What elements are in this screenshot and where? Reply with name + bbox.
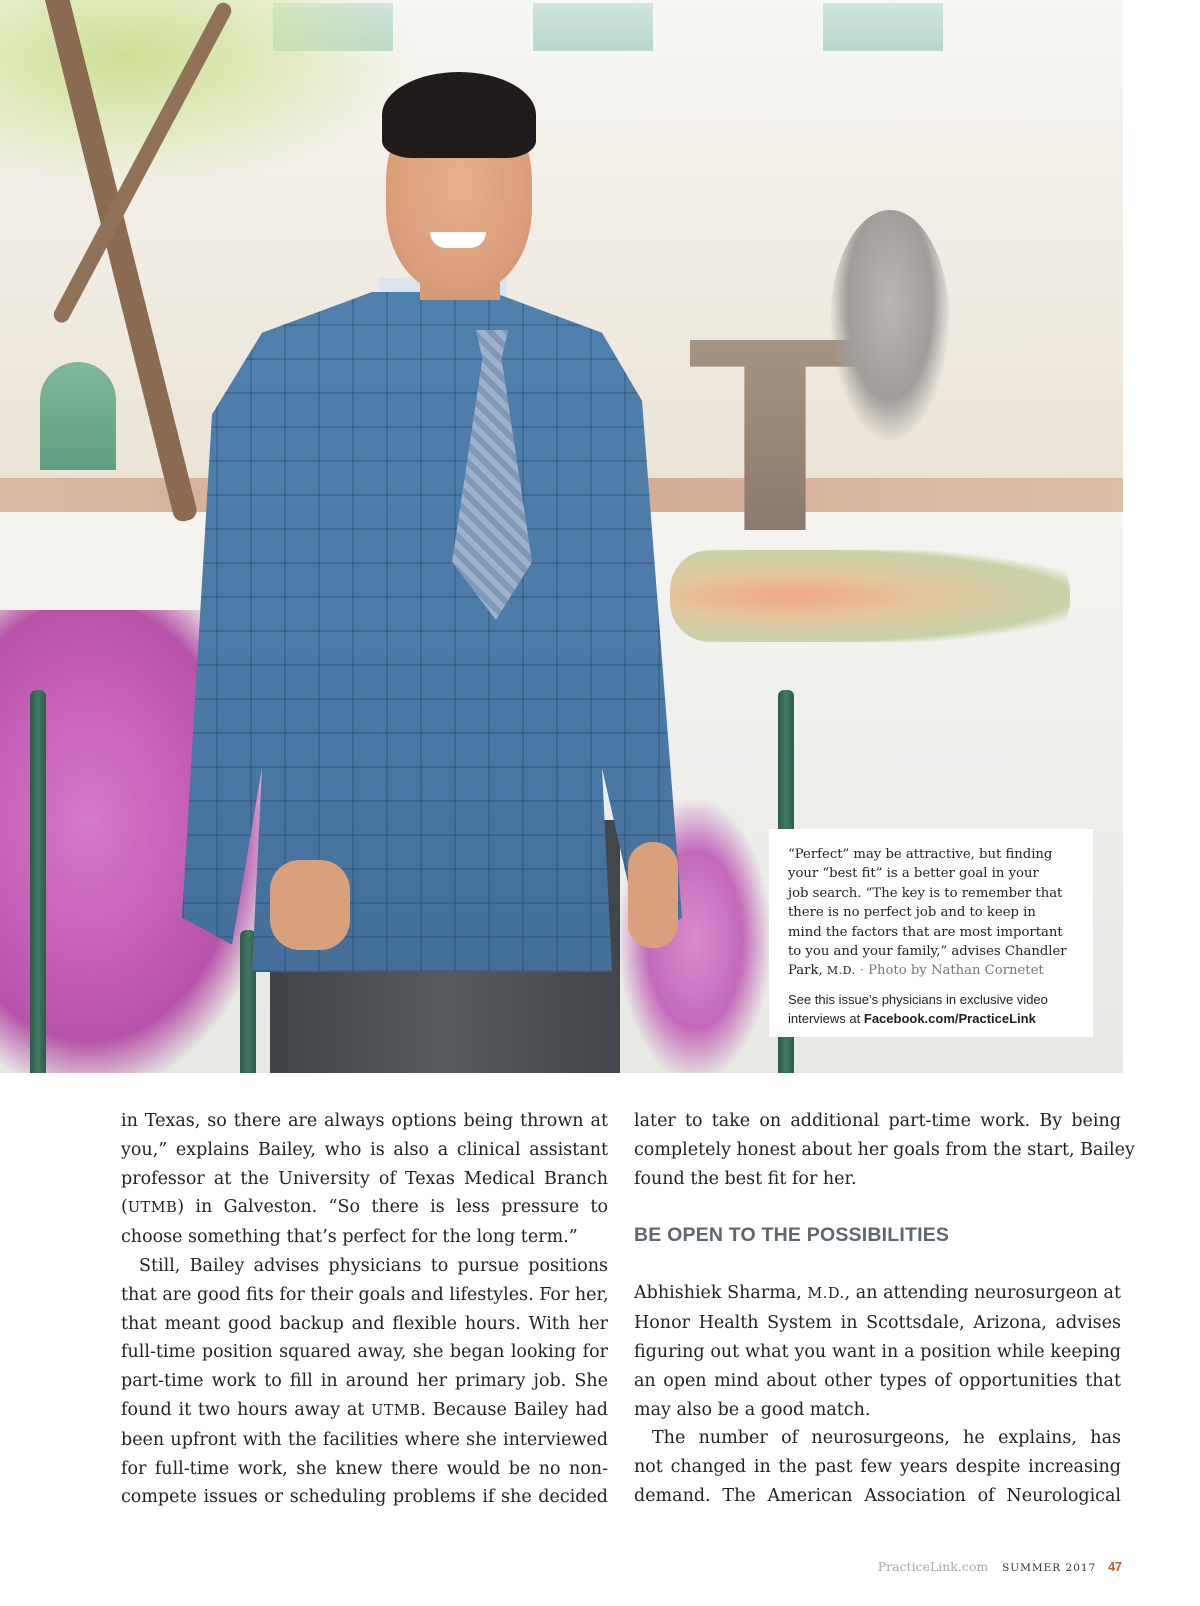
- text-line: may also be a good match.: [634, 1399, 871, 1420]
- text-fragment: found it two hours away at: [121, 1399, 365, 1420]
- caption-degree: M.D.: [826, 964, 856, 978]
- article-paragraph: [634, 1424, 1121, 1510]
- article-paragraph: [634, 1107, 1135, 1193]
- article-column-left: [121, 1107, 608, 1512]
- text-line: part-time work to fill in around her primary job. She: [121, 1371, 608, 1392]
- text-line: [634, 1279, 1121, 1309]
- photo-arched-window: [40, 362, 116, 470]
- caption-line: mind the factors that are most important: [788, 924, 1063, 940]
- text-line: choose something that’s perfect for the long term.”: [121, 1227, 578, 1248]
- text-fragment: ) in Galveston. “So there is less pressure to: [177, 1197, 608, 1218]
- text-line: that are good fits for their goals and lifestyles. For her,: [121, 1284, 609, 1305]
- caption-line: job search. “The key is to remember that: [788, 885, 1063, 901]
- caption-line: to you and your family,” advises Chandler: [788, 944, 1067, 960]
- text-line: that meant good backup and flexible hours. With her: [121, 1313, 608, 1334]
- photo-man-hair: [382, 72, 536, 158]
- photo-window: [530, 0, 656, 54]
- text-line: found the best fit for her.: [634, 1168, 857, 1189]
- text-line: completely honest about her goals from the start, Bailey: [634, 1139, 1135, 1160]
- abbreviation: UTMB: [371, 1402, 421, 1419]
- text-line: [121, 1396, 608, 1426]
- photo-fence-post: [30, 690, 46, 1073]
- caption-line: there is no perfect job and to keep in: [788, 905, 1036, 921]
- text-fragment: Abhishiek Sharma,: [634, 1283, 802, 1304]
- text-fragment: . Because Bailey had: [420, 1399, 608, 1420]
- article-paragraph: [634, 1279, 1121, 1424]
- text-line: an open mind about other types of opportunities that: [634, 1370, 1121, 1391]
- text-line: in Texas, so there are always options being thrown at: [121, 1111, 608, 1131]
- section-heading: BE OPEN TO THE POSSIBILITIES: [634, 1224, 950, 1247]
- caption-line: your “best fit” is a better goal in your: [788, 866, 1039, 882]
- text-line: not changed in the past few years despite increasing: [634, 1457, 1121, 1478]
- photo-window: [820, 0, 946, 54]
- text-line: (UTMB) in Galveston. “So there is less pressure to: [121, 1197, 608, 1218]
- text-line: professor at the University of Texas Medical Branch: [121, 1168, 608, 1189]
- footer-site[interactable]: PracticeLink.com: [877, 1559, 989, 1574]
- article-paragraph: [121, 1252, 608, 1512]
- photo-man-hand: [628, 842, 678, 948]
- text-line: The number of neurosurgeons, he explains, has: [652, 1428, 1121, 1449]
- photo-credit: · Photo by Nathan Cornetet: [859, 963, 1044, 979]
- caption-line: “Perfect” may be attractive, but finding: [788, 847, 1053, 862]
- footer-issue: SUMMER 2017: [1002, 1562, 1097, 1574]
- text-line: been upfront with the facilities where she interviewed: [121, 1429, 608, 1450]
- text-line: compete issues or scheduling problems if she decided: [121, 1487, 608, 1508]
- article-paragraph: [121, 1107, 608, 1252]
- page-footer: [878, 1559, 1122, 1574]
- video-promo: [788, 990, 1075, 1029]
- photo-horse-statue: [830, 210, 950, 440]
- text-fragment: , an attending neurosurgeon at: [844, 1283, 1121, 1304]
- text-line: you,” explains Bailey, who is also a clinical assistant: [121, 1139, 608, 1160]
- text-line: Still, Bailey advises physicians to pursue positions: [139, 1255, 608, 1276]
- photo-man-smile: [430, 232, 486, 248]
- video-promo-link[interactable]: Facebook.com/PracticeLink: [863, 1011, 1036, 1027]
- abbreviation: M.D.: [807, 1286, 845, 1303]
- video-promo-text: See this issue’s physicians in exclusive video interviews at: [788, 991, 1048, 1027]
- photo-caption: [769, 829, 1093, 1037]
- text-line: later to take on additional part-time work. By being: [634, 1111, 1121, 1131]
- text-line: Honor Health System in Scottsdale, Arizona, advises: [634, 1313, 1121, 1334]
- abbreviation: UTMB: [127, 1200, 178, 1217]
- text-line: full-time position squared away, she began looking for: [121, 1342, 608, 1363]
- text-line: for full-time work, she knew there would be no non-: [121, 1458, 608, 1479]
- text-line: figuring out what you want in a position while keeping: [634, 1341, 1121, 1362]
- page-number: 47: [1108, 1560, 1122, 1574]
- caption-quote: [788, 845, 1075, 981]
- article-column-right: [634, 1107, 1135, 1511]
- photo-man-hand-in-pocket: [270, 860, 350, 950]
- caption-name: Park,: [788, 963, 823, 979]
- photo-flower-hedge: [670, 550, 1070, 642]
- photo-man-jacket: [182, 292, 682, 972]
- text-line: demand. The American Association of Neurological: [634, 1485, 1121, 1506]
